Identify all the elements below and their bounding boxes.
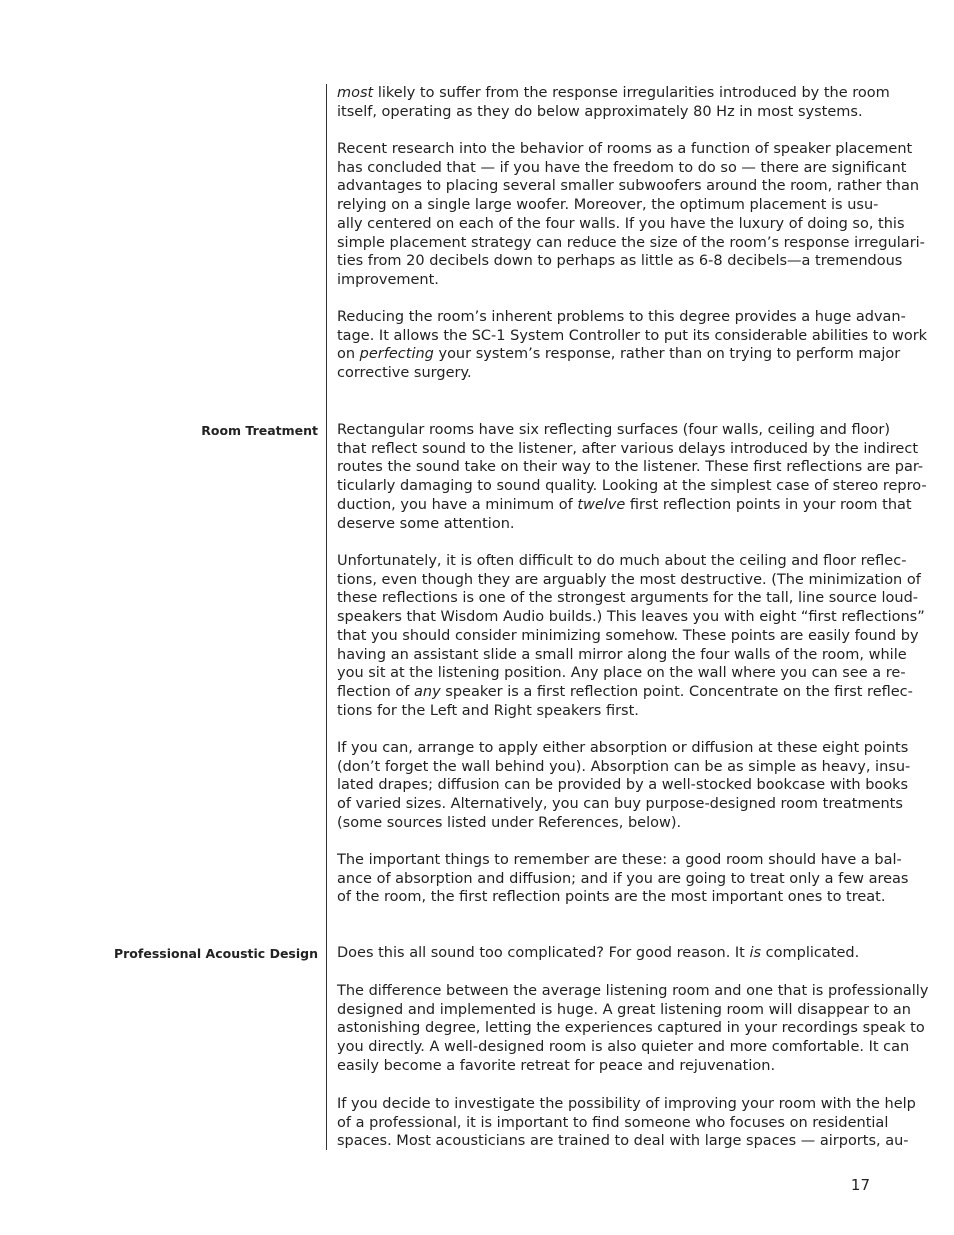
paragraph-line: Reducing the room’s inherent problems to this degree provides a huge advan- [337, 309, 906, 325]
paragraph [337, 140, 925, 290]
paragraph-line: deserve some attention. [337, 515, 515, 532]
paragraph [337, 552, 925, 720]
paragraph-line: ance of absorption and diffusion; and if you are going to treat only a few areas [337, 870, 909, 887]
paragraph-line: designed and implemented is huge. A great listening room will disappear to an [337, 1001, 911, 1018]
paragraph-line: you sit at the listening position. Any place on the wall where you can see a re- [337, 665, 906, 682]
paragraph-line: Rectangular rooms have six reflecting surfaces (four walls, ceiling and floor) [337, 422, 890, 438]
page-number: 17 [850, 1176, 870, 1194]
paragraph-line: corrective surgery. [337, 365, 472, 382]
paragraph [337, 982, 929, 1076]
paragraph-line: If you can, arrange to apply either absorption or diffusion at these eight points [337, 740, 909, 756]
paragraph-line: routes the sound take on their way to the listener. These first reflections are par- [337, 459, 924, 476]
paragraph [337, 308, 928, 383]
paragraph-line: of a professional, it is important to find someone who focuses on residential [337, 1114, 889, 1131]
paragraph-line: that you should consider minimizing somehow. These points are easily found by [337, 627, 919, 644]
paragraph-line: flection of any speaker is a first reflection point. Concentrate on the first reflec- [337, 683, 913, 700]
paragraph-line: duction, you have a minimum of twelve first reflection points in your room that [337, 496, 912, 513]
side-heading-professional-acoustic-design: Professional Acoustic Design [113, 946, 318, 961]
paragraph-line: of the room, the first reflection points are the most important ones to treat. [337, 889, 886, 906]
paragraph-line: most likely to suffer from the response irregularities introduced by the room [337, 85, 890, 101]
paragraph-line: If you decide to investigate the possibility of improving your room with the help [337, 1096, 916, 1112]
paragraph-line: The difference between the average listening room and one that is professionally [337, 983, 929, 999]
paragraph [337, 739, 911, 833]
paragraph-line: on perfecting your system’s response, rather than on trying to perform major [337, 346, 901, 363]
paragraph [337, 944, 877, 963]
paragraph-line: simple placement strategy can reduce the size of the room’s response irregulari- [337, 234, 925, 251]
paragraph-line: improvement. [337, 271, 439, 288]
paragraph [337, 421, 927, 533]
paragraph-line: Recent research into the behavior of rooms as a function of speaker placement [337, 141, 913, 157]
paragraph-line: The important things to remember are these: a good room should have a bal- [337, 852, 902, 868]
paragraph-line: spaces. Most acousticians are trained to deal with large spaces — airports, au- [337, 1133, 909, 1150]
paragraph-line: tions, even though they are arguably the most destructive. (The minimization of [337, 571, 921, 588]
paragraph-line: (some sources listed under References, below). [337, 814, 682, 831]
paragraph [337, 851, 909, 907]
paragraph-line: that reflect sound to the listener, after various delays introduced by the indirect [337, 440, 919, 457]
paragraph-line: astonishing degree, letting the experiences captured in your recordings speak to [337, 1020, 925, 1037]
paragraph-line: relying on a single large woofer. Moreover, the optimum placement is usu- [337, 197, 879, 214]
paragraph-line: advantages to placing several smaller subwoofers around the room, rather than [337, 178, 920, 195]
paragraph-line: you directly. A well-designed room is also quieter and more comfortable. It can [337, 1039, 910, 1056]
paragraph-line: ally centered on each of the four walls. If you have the luxury of doing so, this [337, 215, 905, 232]
paragraph-line: lated drapes; diffusion can be provided by a well-stocked bookcase with books [337, 777, 909, 794]
paragraph-line: having an assistant slide a small mirror along the four walls of the room, while [337, 646, 907, 663]
paragraph-line: itself, operating as they do below approximately 80 Hz in most systems. [337, 103, 863, 120]
paragraph [337, 1095, 916, 1151]
paragraph-line: ticularly damaging to sound quality. Looking at the simplest case of stereo repro- [337, 478, 927, 495]
paragraph-line: easily become a favorite retreat for peace and rejuvenation. [337, 1057, 776, 1074]
paragraph-line: tage. It allows the SC-1 System Controller to put its considerable abilities to work [337, 327, 928, 344]
paragraph-line: Does this all sound too complicated? For good reason. It is complicated. [337, 945, 860, 961]
paragraph-line: has concluded that — if you have the freedom to do so — there are significant [337, 159, 907, 176]
column-divider-rule [326, 84, 327, 1150]
paragraph-line: speakers that Wisdom Audio builds.) This leaves you with eight “first reflections” [337, 609, 925, 626]
paragraph-line: of varied sizes. Alternatively, you can buy purpose-designed room treatments [337, 796, 903, 813]
paragraph [337, 84, 890, 121]
side-heading-room-treatment: Room Treatment [201, 423, 318, 438]
paragraph-line: ties from 20 decibels down to perhaps as little as 6-8 decibels—a tremendous [337, 253, 903, 270]
paragraph-line: (don’t forget the wall behind you). Absorption can be as simple as heavy, insu- [337, 758, 911, 775]
paragraph-line: Unfortunately, it is often difficult to do much about the ceiling and floor reflec- [337, 553, 907, 569]
paragraph-line: these reflections is one of the strongest arguments for the tall, line source loud- [337, 590, 919, 607]
paragraph-line: tions for the Left and Right speakers first. [337, 702, 639, 719]
